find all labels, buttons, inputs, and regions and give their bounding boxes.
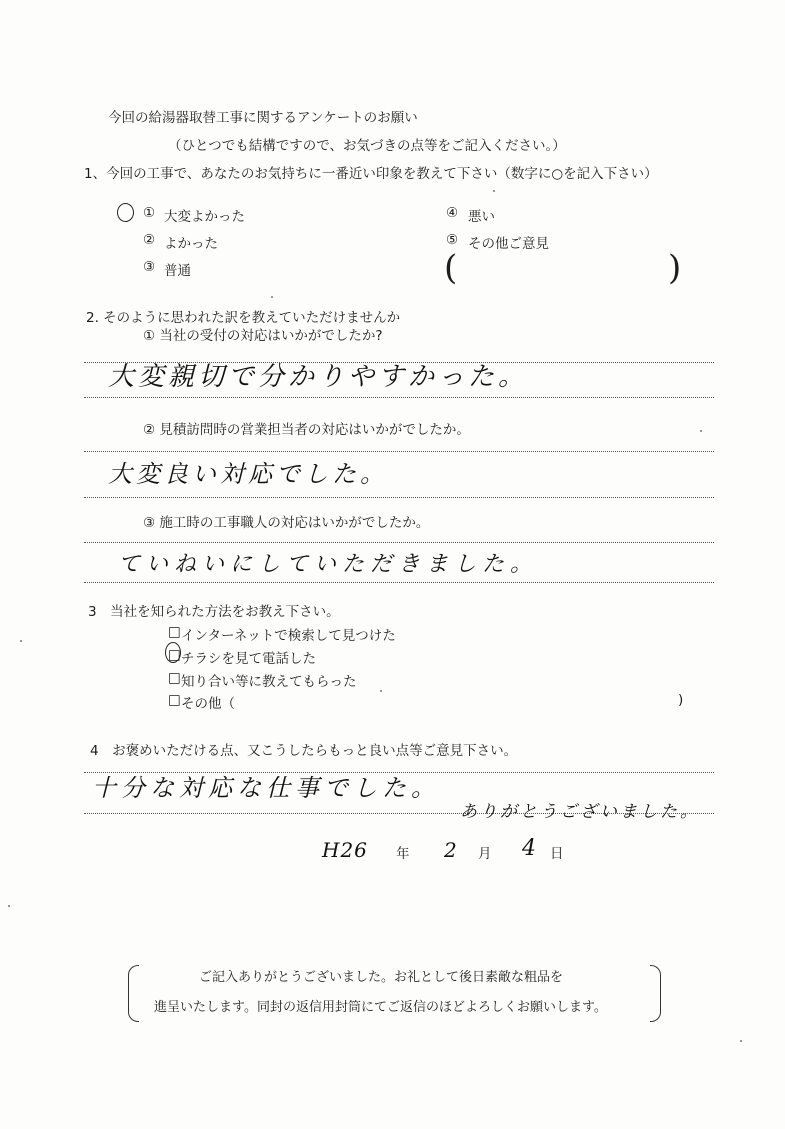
- answer-line: [84, 542, 714, 543]
- scan-speck: [271, 296, 273, 298]
- answer-line: [84, 397, 714, 398]
- q2-question: 2. そのように思われた訳を教えていただけませんか: [86, 310, 401, 326]
- q2-sub-3-label: ③ 施工時の工事職人の対応はいかがでしたか。: [143, 515, 430, 531]
- footer-line-2: 進呈いたします。同封の返信用封筒にてご返信のほどよろしくお願いします。: [154, 1000, 607, 1015]
- scan-speck: [700, 430, 702, 432]
- scan-speck: [8, 905, 10, 907]
- option-label: 大変よかった: [164, 209, 245, 225]
- scan-speck: [20, 640, 22, 642]
- other-open-paren: (: [444, 248, 458, 288]
- checkbox: □: [168, 692, 181, 708]
- date-day: 4: [522, 836, 540, 861]
- option-number: ④: [446, 205, 459, 221]
- option-label: その他（: [181, 696, 235, 712]
- option-label: インターネットで検索して見つけた: [181, 628, 396, 644]
- date-year-unit: 年: [396, 846, 410, 862]
- selection-circle: [117, 203, 134, 222]
- q2-sub-1-label: ① 当社の受付の対応はいかがでしたか?: [143, 328, 383, 344]
- other-close-paren: ): [678, 692, 684, 708]
- option-number: ⑤: [446, 232, 459, 248]
- date-month-unit: 月: [478, 846, 492, 862]
- q4-question: 4 お褒めいただける点、又こうしたらもっと良い点等ご意見下さい。: [90, 743, 518, 759]
- date-era-year: H26: [322, 838, 368, 862]
- footer-line-1: ご記入ありがとうございました。お礼として後日素敵な粗品を: [199, 970, 564, 985]
- answer-line: [84, 497, 714, 498]
- checkbox: □: [168, 670, 181, 686]
- option-number: ③: [143, 259, 156, 275]
- scan-speck: [740, 1040, 742, 1042]
- option-number: ②: [143, 232, 156, 248]
- q1-question: 1、今回の工事で、あなたのお気持ちに一番近い印象を教えて下さい（数字に○を記入下さい）: [84, 166, 658, 182]
- option-label: よかった: [164, 236, 218, 252]
- option-number: ①: [143, 205, 156, 221]
- q4-answer-line1: 十分な対応な仕事でした。: [92, 774, 440, 802]
- option-label: 悪い: [468, 209, 495, 225]
- footer-left-bracket: [128, 965, 139, 1022]
- option-label: 知り合い等に教えてもらった: [181, 674, 357, 690]
- q3-question: 3 当社を知られた方法をお教え下さい。: [88, 604, 340, 620]
- option-label: チラシを見て電話した: [181, 651, 316, 667]
- survey-subtitle: （ひとつでも結構ですので、お気づきの点等をご記入ください。）: [168, 138, 566, 154]
- q2-sub-3-answer: ていねいにしていただきました。: [118, 552, 539, 577]
- answer-line: [84, 451, 714, 452]
- checkbox: □: [168, 624, 181, 640]
- survey-title: 今回の給湯器取替工事に関するアンケートのお願い: [108, 110, 418, 126]
- footer-right-bracket: [650, 965, 661, 1022]
- q2-sub-2-answer: 大変良い対応でした。: [108, 460, 388, 488]
- q2-sub-2-label: ② 見積訪問時の営業担当者の対応はいかがでしたか。: [143, 422, 470, 438]
- date-month: 2: [444, 838, 461, 862]
- scan-speck: [380, 690, 382, 692]
- answer-line: [84, 582, 714, 583]
- other-close-paren: ): [668, 248, 682, 288]
- checkbox: □: [168, 647, 181, 663]
- q4-answer-line2: ありがとうございました。: [460, 802, 700, 822]
- option-label: その他ご意見: [468, 236, 549, 252]
- date-day-unit: 日: [550, 846, 564, 862]
- scan-speck: [493, 190, 495, 192]
- option-label: 普通: [164, 263, 191, 279]
- q2-sub-1-answer: 大変親切で分かりやすかった。: [108, 362, 529, 392]
